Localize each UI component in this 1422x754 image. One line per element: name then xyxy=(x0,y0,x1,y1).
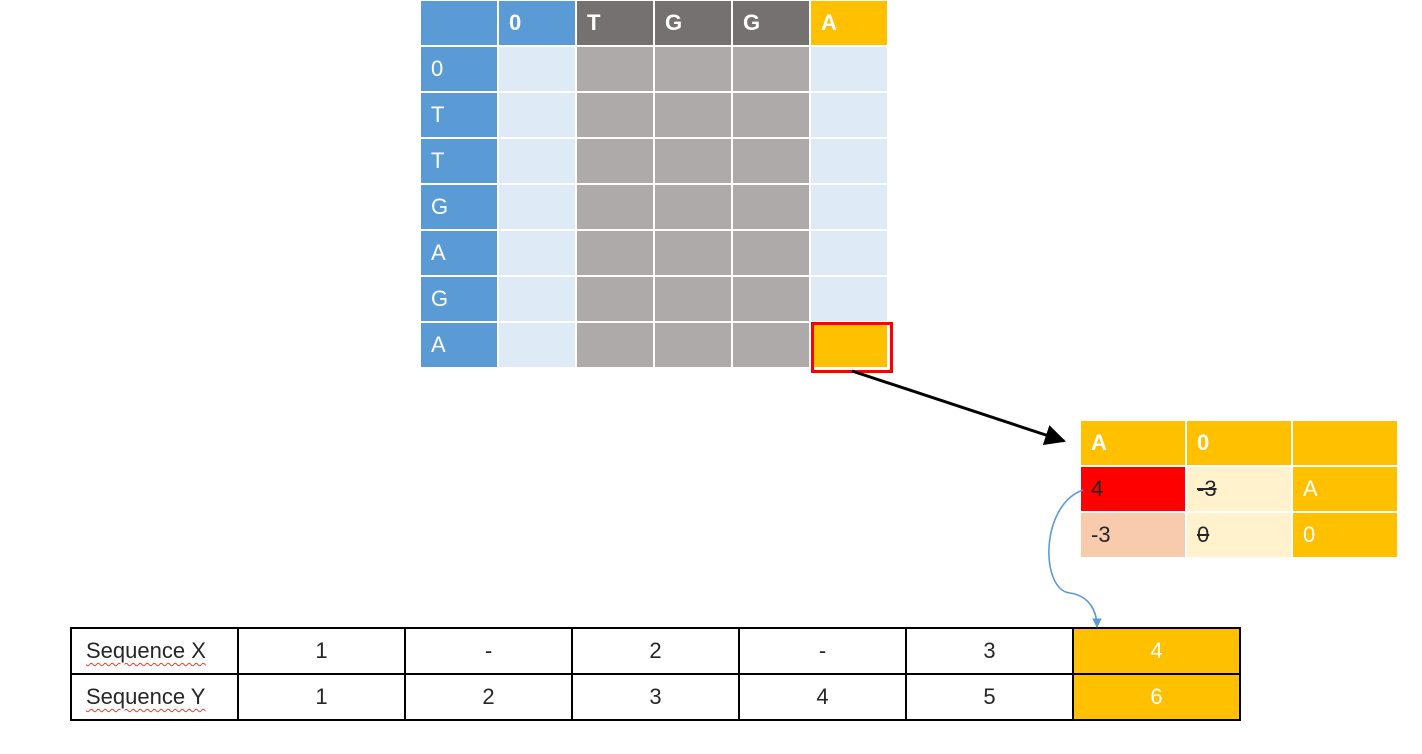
dp-cell xyxy=(733,47,809,91)
dp-cell xyxy=(655,277,731,321)
dp-cell xyxy=(811,277,887,321)
selected-cell-outline xyxy=(811,322,893,373)
dp-row-header: A xyxy=(421,323,497,367)
alignment-cell: 2 xyxy=(405,674,572,720)
dp-cell xyxy=(577,139,653,183)
dp-cell xyxy=(655,323,731,367)
dp-cell xyxy=(499,185,575,229)
dp-cell xyxy=(499,277,575,321)
dp-cell xyxy=(733,139,809,183)
detail-header-cell: 0 xyxy=(1187,421,1291,465)
alignment-cell-highlighted: 6 xyxy=(1073,674,1240,720)
dp-cell xyxy=(811,47,887,91)
dp-cell xyxy=(655,93,731,137)
dp-cell xyxy=(577,185,653,229)
alignment-cell: 2 xyxy=(572,628,739,674)
dp-header-row xyxy=(421,1,887,45)
detail-score-rejected: -3 xyxy=(1187,467,1291,511)
detail-header-cell: A xyxy=(1081,421,1185,465)
dp-row-header: A xyxy=(421,231,497,275)
alignment-row-label xyxy=(71,674,238,720)
cell-detail-table xyxy=(1079,419,1399,559)
dp-cell xyxy=(577,93,653,137)
dp-row-header: T xyxy=(421,93,497,137)
dp-cell xyxy=(499,231,575,275)
dp-cell xyxy=(811,93,887,137)
dp-cell xyxy=(655,47,731,91)
dp-row xyxy=(421,47,887,91)
dp-cell xyxy=(499,93,575,137)
dp-col-header: 0 xyxy=(499,1,575,45)
detail-label-cell: 0 xyxy=(1293,513,1397,557)
alignment-cell: 4 xyxy=(739,674,906,720)
dp-cell xyxy=(811,231,887,275)
alignment-row-label-text: Sequence Y xyxy=(86,684,206,709)
dp-cell xyxy=(499,139,575,183)
dp-cell xyxy=(811,185,887,229)
dp-matrix xyxy=(419,0,889,369)
dp-row xyxy=(421,93,887,137)
alignment-cell: 1 xyxy=(238,628,405,674)
detail-score-cell: -3 xyxy=(1081,513,1185,557)
dp-col-header: T xyxy=(577,1,653,45)
detail-header-cell xyxy=(1293,421,1397,465)
alignment-row-label xyxy=(71,628,238,674)
dp-corner-cell xyxy=(421,1,497,45)
dp-row-header: 0 xyxy=(421,47,497,91)
dp-cell xyxy=(577,277,653,321)
alignment-cell: 3 xyxy=(572,674,739,720)
dp-cell xyxy=(733,231,809,275)
dp-col-header: G xyxy=(655,1,731,45)
detail-row xyxy=(1081,513,1397,557)
alignment-cell: 5 xyxy=(906,674,1073,720)
detail-label-cell: A xyxy=(1293,467,1397,511)
alignment-row-x xyxy=(71,628,1240,674)
dp-cell xyxy=(577,231,653,275)
alignment-cell: - xyxy=(739,628,906,674)
dp-col-header: G xyxy=(733,1,809,45)
dp-row xyxy=(421,277,887,321)
alignment-cell: - xyxy=(405,628,572,674)
dp-row-header: T xyxy=(421,139,497,183)
dp-row xyxy=(421,185,887,229)
alignment-cell: 1 xyxy=(238,674,405,720)
zoom-arrow xyxy=(852,371,1064,441)
dp-cell xyxy=(655,139,731,183)
alignment-cell-highlighted: 4 xyxy=(1073,628,1240,674)
detail-score-chosen: 4 xyxy=(1081,467,1185,511)
detail-row xyxy=(1081,467,1397,511)
dp-col-header-highlighted: A xyxy=(811,1,887,45)
dp-cell xyxy=(733,323,809,367)
dp-cell xyxy=(655,185,731,229)
dp-row xyxy=(421,231,887,275)
dp-cell xyxy=(577,47,653,91)
dp-cell xyxy=(733,185,809,229)
dp-row xyxy=(421,139,887,183)
alignment-cell: 3 xyxy=(906,628,1073,674)
detail-score-rejected: 0 xyxy=(1187,513,1291,557)
detail-header-row xyxy=(1081,421,1397,465)
dp-cell xyxy=(733,93,809,137)
dp-cell xyxy=(655,231,731,275)
dp-row-header: G xyxy=(421,277,497,321)
dp-row-header: G xyxy=(421,185,497,229)
alignment-row-label-text: Sequence X xyxy=(86,638,206,663)
alignment-row-y xyxy=(71,674,1240,720)
dp-cell xyxy=(733,277,809,321)
dp-cell xyxy=(499,47,575,91)
dp-cell xyxy=(499,323,575,367)
dp-cell xyxy=(811,139,887,183)
dp-cell xyxy=(577,323,653,367)
alignment-table xyxy=(70,627,1241,721)
